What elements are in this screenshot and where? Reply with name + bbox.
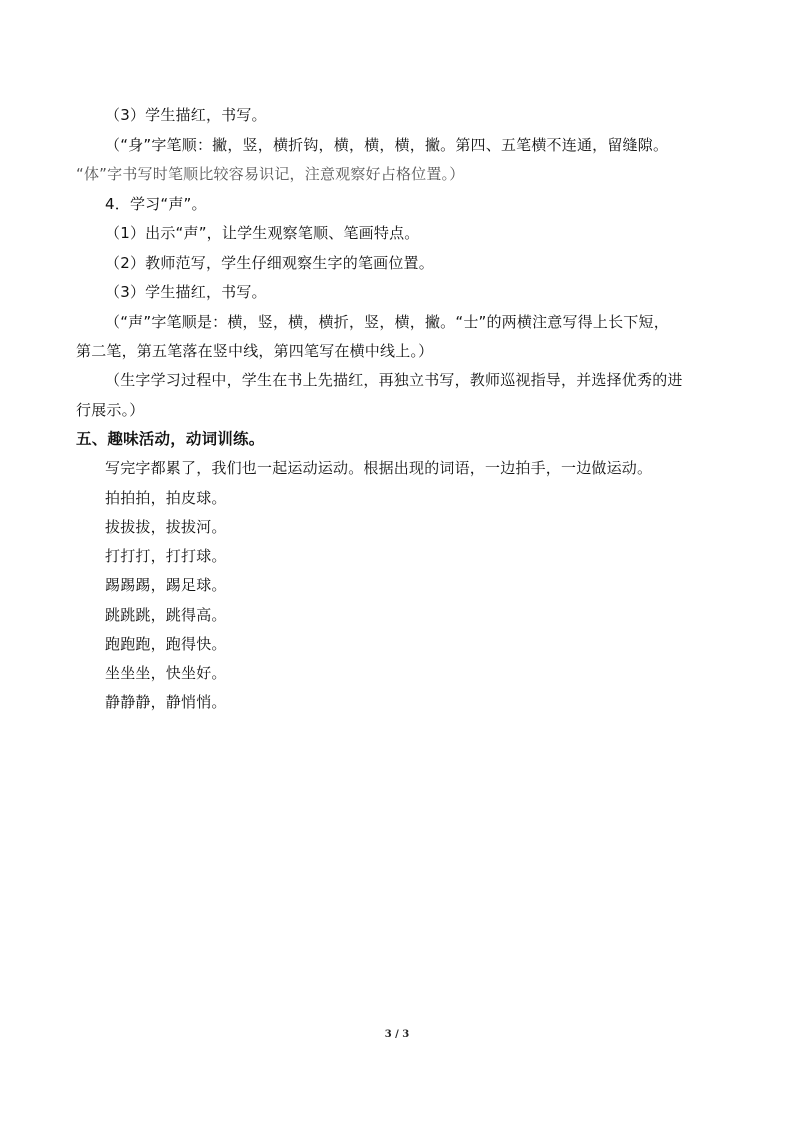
text-line: （“声”字笔顺是：横，竖，横，横折，竖，横，撇。“士”的两横注意写得上长下短， [105,313,669,331]
text-line: 行展示。） [76,401,145,419]
page-number: 3 / 3 [384,1029,410,1040]
chant-line: 踢踢踢，踢足球。 [105,576,227,594]
text-line: （生字学习过程中，学生在书上先描红，再独立书写，教师巡视指导，并选择优秀的进 [105,371,683,389]
chant-line: 拍拍拍，拍皮球。 [105,489,227,507]
text-line: （3）学生描红，书写。 [105,283,267,301]
chant-line: 拔拔拔，拔拔河。 [105,518,227,536]
text-line: （1）出示“声”，让学生观察笔顺、笔画特点。 [105,224,420,242]
chant-line: 打打打，打打球。 [105,547,227,565]
chant-line: 静静静，静悄悄。 [105,693,227,711]
text-line: （3）学生描红，书写。 [105,106,267,124]
chant-line: 坐坐坐，快坐好。 [105,664,227,682]
section-subheading: 4．学习“声”。 [105,195,207,213]
text-line: 第二笔，第五笔落在竖中线，第四笔写在横中线上。） [76,342,434,360]
chant-line: 跑跑跑，跑得快。 [105,635,227,653]
chant-line: 跳跳跳，跳得高。 [105,606,227,624]
text-line: 写完字都累了，我们也一起运动运动。根据出现的词语，一边拍手，一边做运动。 [105,459,653,477]
text-line: “体”字书写时笔顺比较容易识记，注意观察好占格位置。） [76,165,465,183]
text-line: （2）教师范写，学生仔细观察生字的笔画位置。 [105,254,434,272]
section-heading: 五、趣味活动，动词训练。 [76,430,265,448]
text-line: （“身”字笔顺：撇，竖，横折钩，横，横，横，撇。第四、五笔横不连通，留缝隙。 [105,136,669,154]
